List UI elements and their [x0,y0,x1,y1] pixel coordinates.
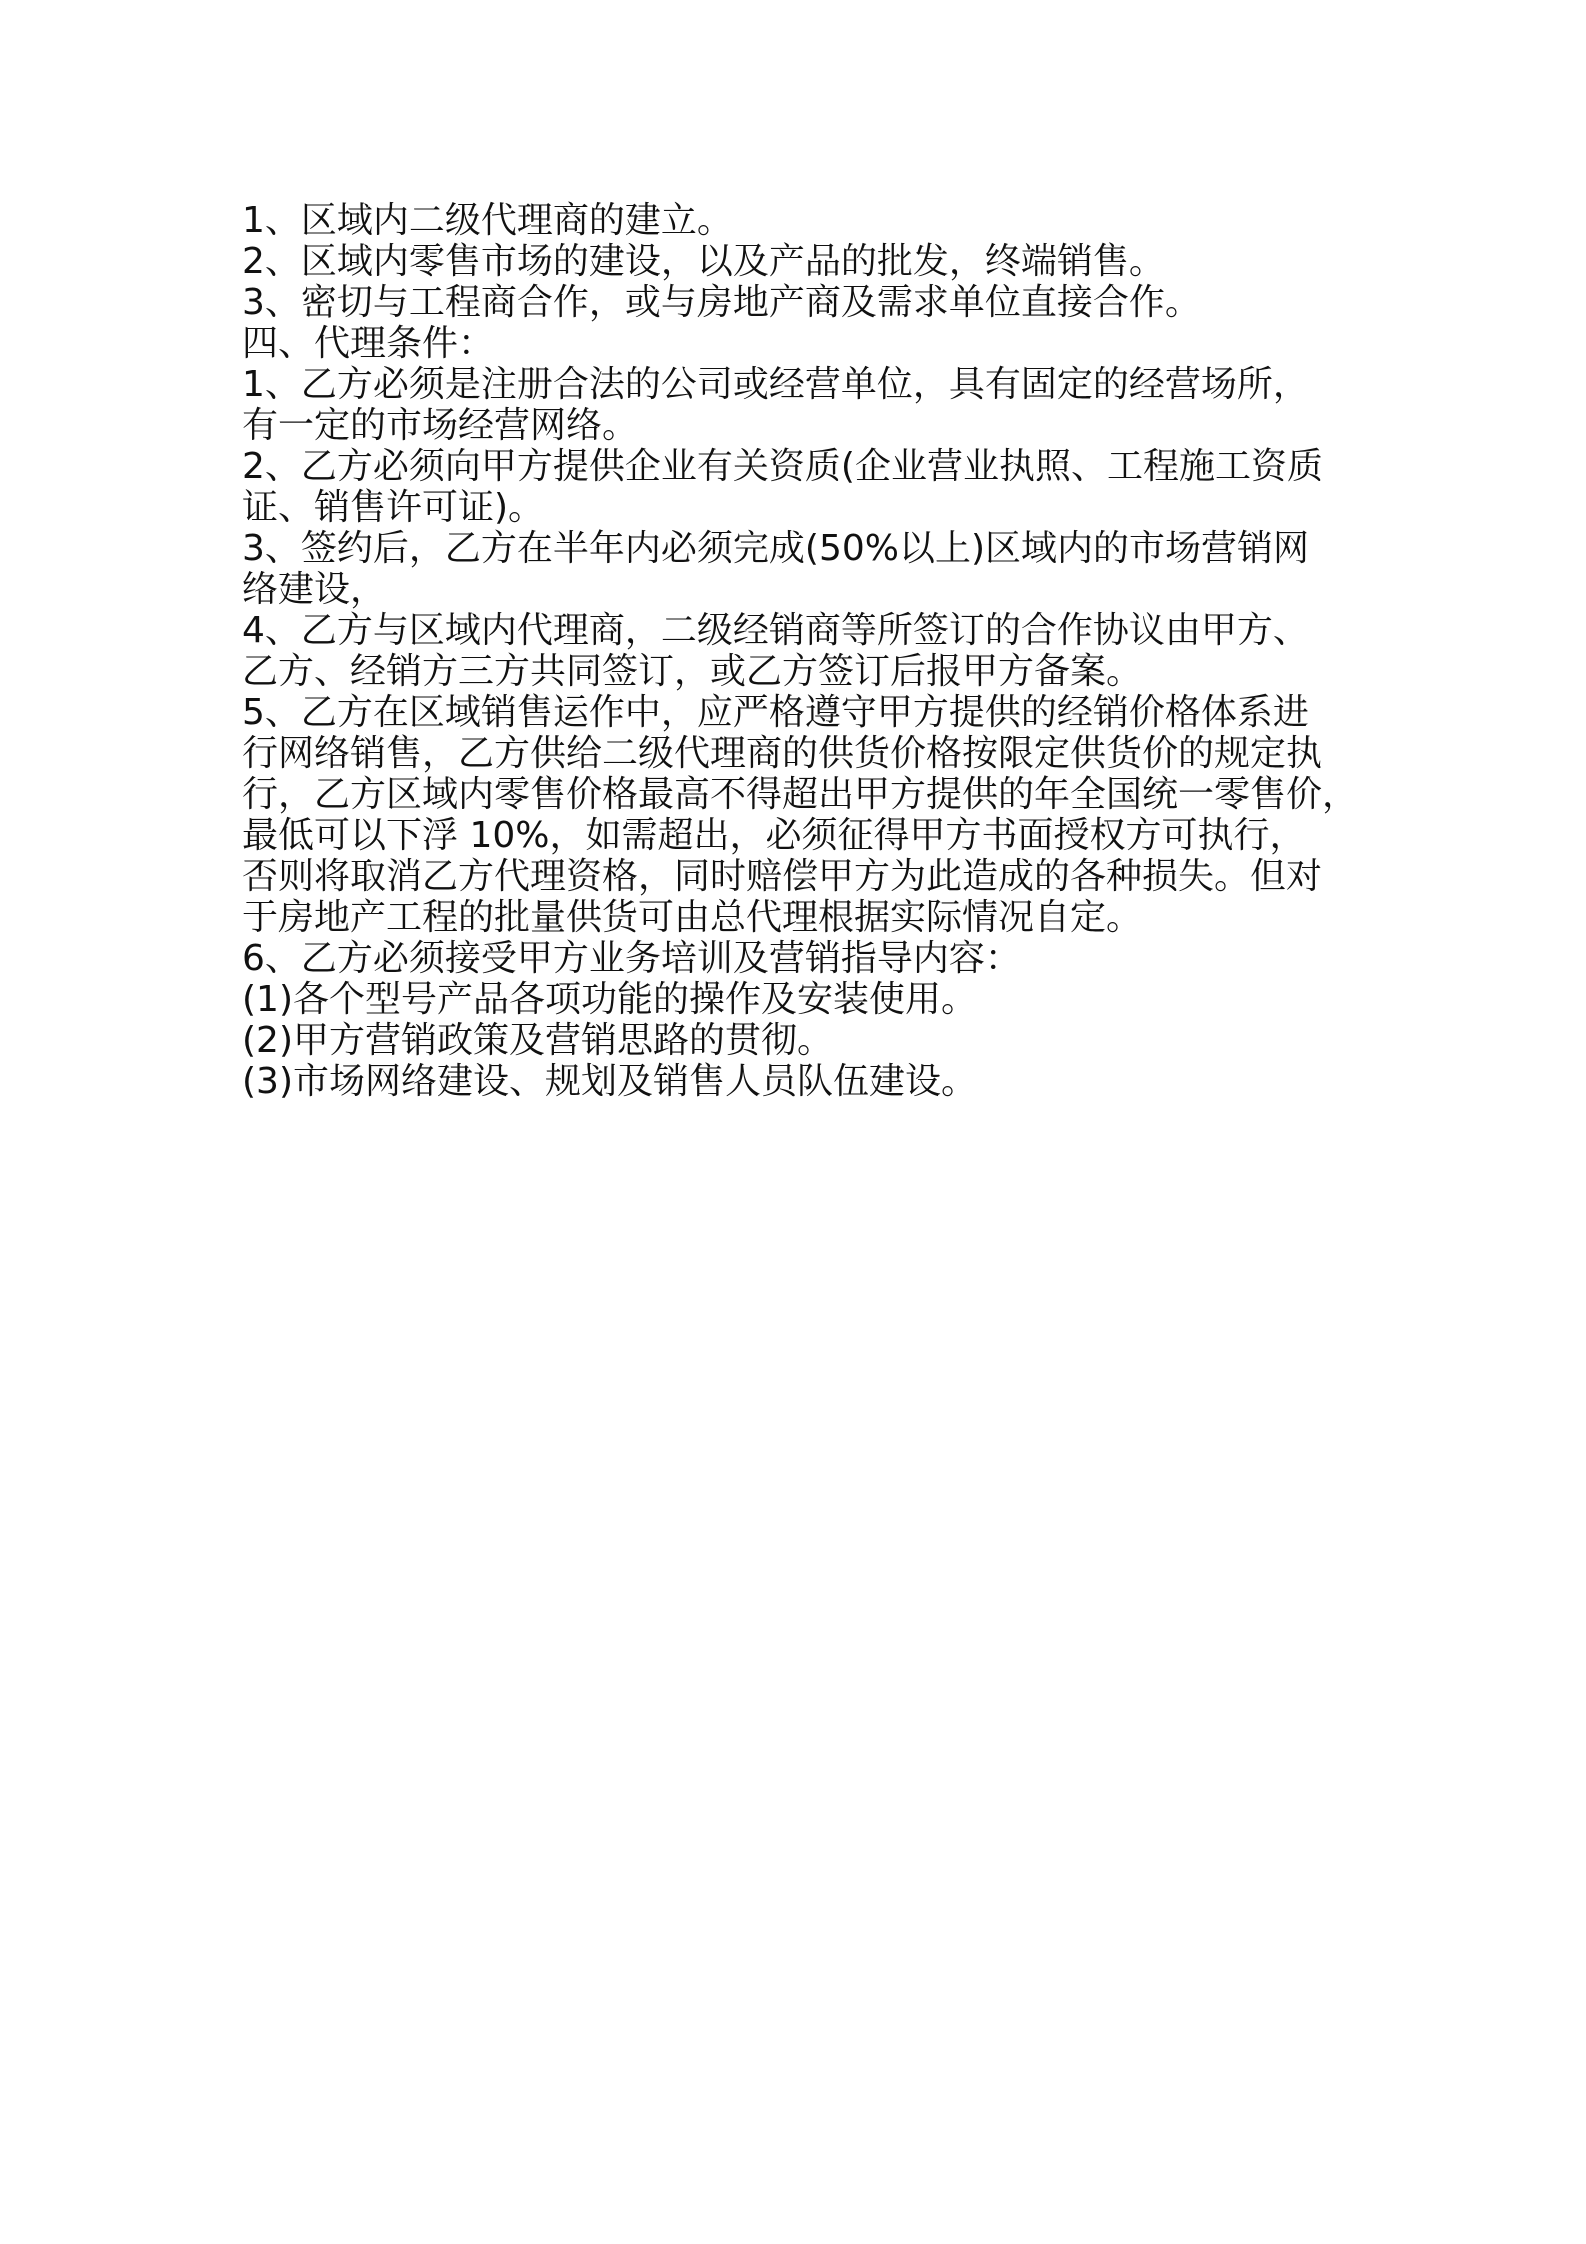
text-line-9: 3、签约后，乙方在半年内必须完成(50%以上)区域内的市场营销网 [242,528,1310,569]
text-line-10: 络建设， [242,569,387,610]
text-line-5: 1、乙方必须是注册合法的公司或经营单位，具有固定的经营场所， [242,364,1309,405]
text-line-7: 2、乙方必须向甲方提供企业有关资质(企业营业执照、工程施工资质 [242,446,1323,487]
text-line-21: (2)甲方营销政策及营销思路的贯彻。 [242,1020,833,1061]
text-line-15: 行，乙方区域内零售价格最高不得超出甲方提供的年全国统一零售价， [242,774,1359,815]
text-line-6: 有一定的市场经营网络。 [242,405,639,446]
text-line-2: 2、区域内零售市场的建设，以及产品的批发，终端销售。 [242,241,1165,282]
text-line-14: 行网络销售，乙方供给二级代理商的供货价格按限定供货价的规定执 [242,733,1323,774]
text-line-3: 3、密切与工程商合作，或与房地产商及需求单位直接合作。 [242,282,1201,323]
text-line-16: 最低可以下浮 10%，如需超出，必须征得甲方书面授权方可执行， [242,815,1306,856]
text-line-11: 4、乙方与区域内代理商，二级经销商等所签订的合作协议由甲方、 [242,610,1309,651]
text-line-8: 证、销售许可证)。 [242,487,545,528]
text-line-19: 6、乙方必须接受甲方业务培训及营销指导内容： [242,938,1021,979]
section-heading: 四、代理条件： [242,323,495,364]
text-line-12: 乙方、经销方三方共同签订，或乙方签订后报甲方备案。 [242,651,1143,692]
text-line-17: 否则将取消乙方代理资格，同时赔偿甲方为此造成的各种损失。但对 [242,856,1323,897]
text-line-18: 于房地产工程的批量供货可由总代理根据实际情况自定。 [242,897,1143,938]
text-line-1: 1、区域内二级代理商的建立。 [242,200,733,241]
document-body [242,200,1382,1102]
text-line-22: (3)市场网络建设、规划及销售人员队伍建设。 [242,1061,977,1102]
text-line-13: 5、乙方在区域销售运作中，应严格遵守甲方提供的经销价格体系进 [242,692,1309,733]
text-line-20: (1)各个型号产品各项功能的操作及安装使用。 [242,979,977,1020]
